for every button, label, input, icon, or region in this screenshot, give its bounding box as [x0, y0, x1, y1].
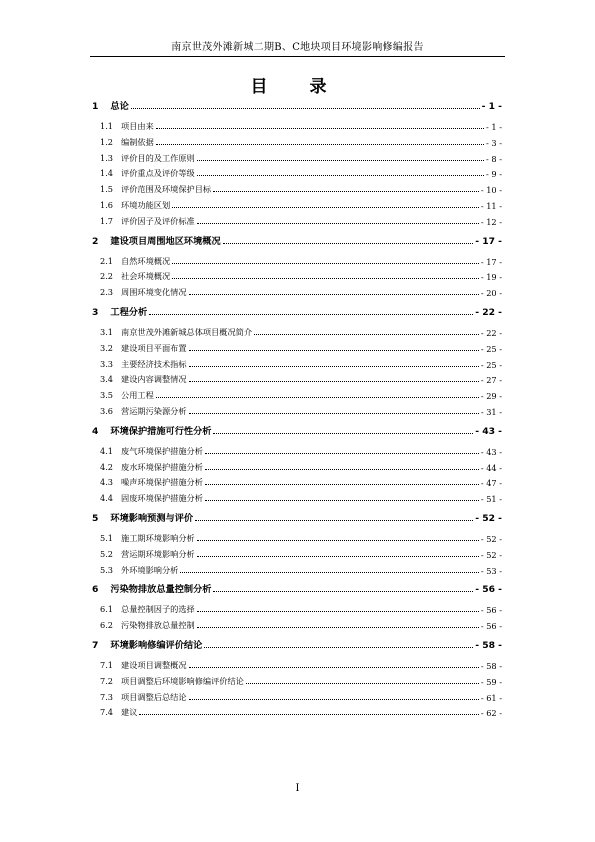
toc-subsection-entry[interactable]: [92, 443, 502, 457]
toc-subsection-entry[interactable]: [92, 213, 502, 227]
toc-entry-number: 3.1: [100, 327, 114, 337]
dot-leader: [172, 263, 479, 264]
toc-entry-label: [100, 359, 187, 370]
toc-entry-label: [100, 533, 195, 544]
toc-entry-page: - 52 -: [480, 549, 502, 560]
toc-entry-page: - 31 -: [480, 407, 502, 417]
toc-entry-title: 污染物排放总量控制分析: [110, 584, 212, 596]
toc-entry-number: 1.6: [100, 200, 114, 210]
dot-leader: [197, 611, 479, 612]
toc-entry-number: 3.3: [100, 358, 114, 369]
page-number: I: [295, 783, 300, 794]
toc-entry-title: 建设项目周围地区环境概况: [110, 235, 221, 247]
toc-entry-title: 废气环境保护措施分析: [121, 445, 203, 456]
dot-leader: [172, 278, 479, 279]
toc-entry-page: - 11 -: [480, 201, 502, 211]
toc-subsection-entry[interactable]: [92, 371, 502, 385]
dot-leader: [246, 683, 479, 684]
toc-entry-number: 3.6: [100, 406, 114, 416]
toc-subsection-entry[interactable]: [92, 324, 502, 338]
toc-entry-label: [92, 423, 211, 437]
toc-entry-page: - 9 -: [486, 169, 502, 180]
toc-entry-label: [100, 184, 211, 195]
toc-entry-label: [100, 374, 187, 385]
dot-leader: [205, 484, 479, 485]
toc-entry-page: - 29 -: [480, 391, 502, 402]
toc-entry-number: 1.4: [100, 168, 114, 179]
toc-entry-number: 1.2: [100, 136, 114, 147]
toc-entry-number: 5.1: [100, 533, 114, 543]
dot-leader: [204, 647, 473, 648]
toc-subsection-entry[interactable]: [92, 403, 502, 417]
dot-leader: [213, 591, 473, 592]
dot-leader: [205, 469, 479, 470]
toc-entry-page: - 25 -: [480, 343, 502, 354]
toc-entry-title: 社会环境概况: [121, 271, 171, 282]
toc-entry-number: 1.7: [100, 215, 114, 226]
toc-entry-label: [100, 137, 154, 148]
dot-leader: [205, 453, 479, 454]
toc-subsection-entry[interactable]: [92, 356, 502, 370]
toc-entry-number: 5.3: [100, 564, 114, 575]
toc-entry-page: - 58 -: [475, 640, 502, 651]
toc-entry-page: - 43 -: [480, 446, 502, 457]
toc-entry-page: - 22 -: [480, 328, 502, 338]
toc-entry-label: [100, 565, 178, 576]
toc-entry-number: 6.1: [100, 604, 114, 615]
toc-entry-page: - 47 -: [480, 478, 502, 489]
toc-section-entry[interactable]: [92, 637, 502, 651]
toc-entry-page: - 17 -: [480, 256, 502, 267]
toc-subsection-entry[interactable]: [92, 617, 502, 631]
toc-entry-page: - 51 -: [480, 494, 502, 505]
toc-subsection-entry[interactable]: [92, 601, 502, 615]
toc-entry-label: [100, 390, 154, 401]
toc-entry-number: 2.2: [100, 271, 114, 282]
toc-entry-number: 7.2: [100, 675, 114, 686]
toc-entry-title: 环境功能区划: [121, 200, 171, 210]
toc-entry-title: 营运期环境影响分析: [121, 548, 195, 559]
toc-entry-label: [100, 343, 187, 354]
toc-entry-title: 项目调整后环境影响修编评价结论: [121, 675, 244, 686]
toc-entry-number: 4.4: [100, 493, 114, 504]
toc-subsection-entry[interactable]: [92, 253, 502, 267]
toc-entry-title: 总量控制因子的选择: [121, 604, 195, 615]
toc-entry-label: [100, 406, 187, 417]
toc-entry-label: [92, 637, 202, 651]
toc-entry-page: - 8 -: [486, 153, 502, 164]
toc-entry-page: - 43 -: [475, 425, 502, 437]
toc-entry-label: [100, 121, 154, 132]
toc-entry-number: 7: [92, 640, 99, 651]
toc-entry-label: [100, 287, 187, 298]
toc-entry-title: 公用工程: [121, 390, 154, 401]
toc-entry-number: 1: [92, 101, 99, 112]
dot-leader: [180, 572, 478, 573]
toc-entry-page: - 20 -: [480, 288, 502, 299]
toc-entry-number: 4: [92, 425, 99, 437]
toc-entry-label: [100, 200, 170, 211]
toc-subsection-entry[interactable]: [92, 340, 502, 354]
toc-entry-label: [92, 233, 221, 247]
toc-entry-title: 环境影响预测与评价: [110, 513, 194, 524]
toc-entry-page: - 56 -: [480, 605, 502, 616]
toc-entry-number: 4.1: [100, 445, 114, 456]
toc-subsection-entry[interactable]: [92, 657, 502, 671]
toc-entry-page: - 61 -: [480, 692, 502, 703]
toc-entry-label: [100, 256, 170, 267]
toc-entry-number: 3.5: [100, 390, 114, 401]
toc-entry-title: 施工期环境影响分析: [121, 533, 195, 543]
dot-leader: [197, 160, 484, 161]
dot-leader: [131, 108, 480, 109]
dot-leader: [189, 350, 479, 351]
toc-entry-title: 污染物排放总量控制: [121, 620, 195, 631]
toc-subsection-entry[interactable]: [92, 689, 502, 703]
dot-leader: [139, 714, 478, 715]
dot-leader: [149, 314, 473, 315]
toc-subsection-entry[interactable]: [92, 530, 502, 544]
toc-entry-page: - 56 -: [475, 584, 502, 596]
toc-subsection-entry[interactable]: [92, 490, 502, 504]
toc-entry-label: [100, 620, 195, 631]
toc-entry-title: 项目由来: [121, 121, 154, 131]
toc-title: 目 录: [250, 77, 345, 97]
dot-leader: [189, 381, 479, 382]
toc-entry-page: - 22 -: [475, 307, 502, 318]
toc-entry-title: 南京世茂外滩新城总体项目概况简介: [121, 327, 253, 337]
dot-leader: [213, 191, 479, 192]
toc-entry-title: 建议: [121, 707, 138, 718]
toc-entry-label: [100, 676, 244, 687]
toc-entry-label: [100, 462, 203, 473]
toc-subsection-entry[interactable]: [92, 150, 502, 164]
toc-section-entry[interactable]: [92, 98, 502, 112]
dot-leader: [197, 556, 479, 557]
toc-entry-title: 主要经济技术指标: [121, 358, 187, 369]
toc-entry-page: - 19 -: [480, 272, 502, 283]
dot-leader: [189, 667, 479, 668]
toc-entry-label: [92, 581, 211, 595]
toc-entry-page: - 1 -: [486, 122, 502, 132]
dot-leader: [197, 627, 479, 628]
toc-entry-number: 6: [92, 584, 99, 596]
toc-entry-page: - 25 -: [480, 359, 502, 370]
toc-entry-title: 建设内容调整情况: [121, 374, 187, 385]
toc-entry-title: 评价范围及环境保护目标: [121, 184, 212, 195]
toc-entry-page: - 10 -: [480, 185, 502, 196]
toc-entry-number: 1.1: [100, 121, 114, 131]
page-header: 南京世茂外滩新城二期B、C地块项目环境影响修编报告: [171, 42, 424, 53]
toc-section-entry[interactable]: [92, 304, 502, 318]
toc-subsection-entry[interactable]: [92, 165, 502, 179]
toc-entry-label: [100, 168, 195, 179]
toc-entry-number: 3: [92, 307, 99, 318]
toc-entry-label: [100, 692, 187, 703]
toc-entry-label: [100, 216, 195, 227]
toc-entry-number: 2.3: [100, 287, 114, 298]
toc-subsection-entry[interactable]: [92, 546, 502, 560]
toc-entry-title: 工程分析: [110, 307, 148, 318]
toc-entry-page: - 52 -: [475, 513, 502, 524]
toc-entry-title: 废水环境保护措施分析: [121, 461, 203, 472]
toc-entry-number: 2.1: [100, 255, 114, 266]
toc-entry-label: [100, 271, 170, 282]
toc-section-entry[interactable]: [92, 510, 502, 524]
dot-leader: [197, 540, 479, 541]
toc-entry-page: - 1 -: [481, 101, 502, 112]
toc-entry-number: 4.3: [100, 477, 114, 488]
toc-entry-label: [92, 510, 193, 524]
dot-leader: [223, 243, 474, 244]
toc-subsection-entry[interactable]: [92, 118, 502, 132]
toc-entry-page: - 58 -: [480, 661, 502, 671]
toc-entry-page: - 27 -: [480, 375, 502, 386]
toc-entry-title: 总论: [110, 101, 129, 112]
dot-leader: [156, 144, 484, 145]
toc-entry-label: [100, 446, 203, 457]
toc-entry-page: - 12 -: [480, 216, 502, 227]
toc-subsection-entry[interactable]: [92, 704, 502, 718]
toc-entry-title: 编制依据: [121, 136, 154, 147]
dot-leader: [205, 500, 479, 501]
toc-subsection-entry[interactable]: [92, 562, 502, 576]
toc-entry-page: - 56 -: [480, 621, 502, 632]
toc-entry-title: 建设项目平面布置: [121, 342, 187, 353]
toc-entry-page: - 52 -: [480, 534, 502, 544]
toc-subsection-entry[interactable]: [92, 459, 502, 473]
toc-entry-title: 评价目的及工作原则: [121, 152, 195, 163]
toc-entry-title: 建设项目调整概况: [121, 660, 187, 670]
toc-entry-number: 6.2: [100, 620, 114, 631]
toc-entry-label: [100, 493, 203, 504]
toc-entry-title: 评价因子及评价标准: [121, 215, 195, 226]
dot-leader: [172, 207, 479, 208]
toc-entry-number: 3.4: [100, 374, 114, 385]
dot-leader: [213, 433, 473, 434]
toc-subsection-entry[interactable]: [92, 181, 502, 195]
toc-entry-page: - 62 -: [480, 708, 502, 719]
toc-entry-label: [100, 604, 195, 615]
dot-leader: [189, 413, 479, 414]
toc-entry-title: 固废环境保护措施分析: [121, 493, 203, 504]
toc-entry-title: 环境保护措施可行性分析: [110, 425, 212, 437]
dot-leader: [189, 699, 479, 700]
toc-entry-label: [100, 327, 252, 338]
toc-entry-title: 项目调整后总结论: [121, 691, 187, 702]
toc-entry-page: - 59 -: [480, 676, 502, 687]
toc-entry-number: 7.4: [100, 707, 114, 718]
toc-subsection-entry[interactable]: [92, 134, 502, 148]
toc-entry-page: - 53 -: [480, 565, 502, 576]
toc-subsection-entry[interactable]: [92, 284, 502, 298]
toc-entry-label: [92, 304, 147, 318]
toc-subsection-entry[interactable]: [92, 268, 502, 282]
toc-section-entry[interactable]: [92, 581, 502, 595]
toc-subsection-entry[interactable]: [92, 474, 502, 488]
toc-entry-number: 2: [92, 235, 99, 247]
toc-entry-page: - 17 -: [475, 235, 502, 247]
toc-entry-label: [100, 477, 203, 488]
toc-entry-label: [100, 153, 195, 164]
toc-entry-label: [92, 98, 129, 112]
dot-leader: [197, 175, 484, 176]
toc-entry-title: 环境影响修编评价结论: [110, 640, 203, 651]
dot-leader: [254, 334, 479, 335]
toc-subsection-entry[interactable]: [92, 387, 502, 401]
dot-leader: [156, 128, 484, 129]
dot-leader: [197, 223, 479, 224]
toc-entry-number: 5.2: [100, 548, 114, 559]
toc-entry-number: 7.3: [100, 691, 114, 702]
toc-entry-number: 3.2: [100, 342, 114, 353]
toc-entry-title: 周围环境变化情况: [121, 287, 187, 298]
dot-leader: [189, 294, 479, 295]
toc-entry-title: 噪声环境保护措施分析: [121, 477, 203, 488]
toc-entry-number: 1.3: [100, 152, 114, 163]
toc-entry-label: [100, 549, 195, 560]
dot-leader: [189, 366, 479, 367]
toc-entry-page: - 3 -: [486, 137, 502, 148]
toc-entry-number: 7.1: [100, 660, 114, 670]
toc-entry-number: 1.5: [100, 184, 114, 195]
dot-leader: [156, 397, 479, 398]
toc-entry-label: [100, 707, 137, 718]
toc-entry-label: [100, 660, 187, 671]
toc-subsection-entry[interactable]: [92, 197, 502, 211]
dot-leader: [195, 520, 473, 521]
toc-entry-title: 自然环境概况: [121, 255, 171, 266]
toc-section-entry[interactable]: [92, 233, 502, 247]
toc-subsection-entry[interactable]: [92, 673, 502, 687]
toc-entry-page: - 44 -: [480, 462, 502, 473]
toc-entry-number: 4.2: [100, 461, 114, 472]
toc-entry-title: 外环境影响分析: [121, 564, 179, 575]
toc-section-entry[interactable]: [92, 423, 502, 437]
toc-entry-title: 评价重点及评价等级: [121, 168, 195, 179]
toc-entry-title: 营运期污染源分析: [121, 406, 187, 416]
header-divider: [90, 56, 505, 57]
toc-entry-number: 5: [92, 513, 99, 524]
